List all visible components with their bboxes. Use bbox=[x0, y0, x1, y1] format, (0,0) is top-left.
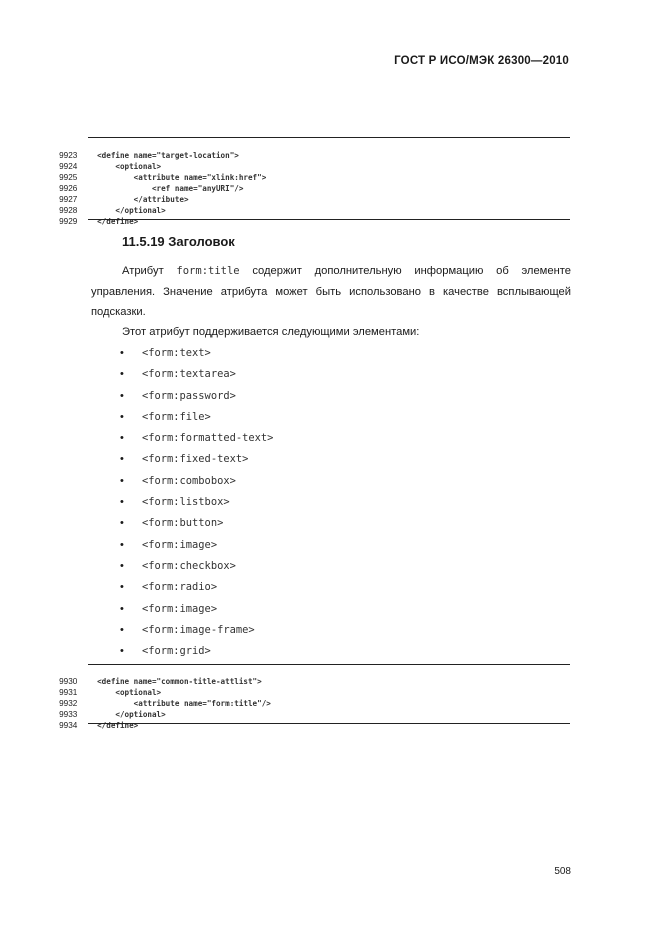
element-name: <form:file> bbox=[142, 410, 211, 423]
list-item bbox=[120, 599, 273, 620]
line-number: 9928 bbox=[59, 206, 78, 215]
supported-elements-list bbox=[120, 343, 273, 662]
paragraph-text: Атрибут bbox=[122, 265, 177, 277]
list-item bbox=[120, 513, 273, 534]
list-item bbox=[120, 577, 273, 598]
bullet: • bbox=[120, 410, 124, 423]
bullet: • bbox=[120, 559, 124, 572]
code-text: <attribute name="xlink:href"> bbox=[97, 173, 267, 182]
element-name: <form:password> bbox=[142, 389, 236, 402]
element-name: <form:textarea> bbox=[142, 368, 236, 381]
page-header-standard: ГОСТ Р ИСО/МЭК 26300—2010 bbox=[394, 55, 569, 67]
paragraph-text: Этот атрибут поддерживается следующими элементами: bbox=[122, 326, 420, 338]
code-line bbox=[50, 152, 162, 171]
element-name: <form:radio> bbox=[142, 581, 218, 594]
code-line bbox=[50, 141, 239, 160]
bullet: • bbox=[120, 496, 124, 509]
line-number: 9932 bbox=[59, 699, 78, 708]
bullet: • bbox=[120, 368, 124, 381]
code-line bbox=[50, 207, 139, 226]
code-line bbox=[50, 678, 162, 697]
section-title: 11.5.19 Заголовок bbox=[122, 234, 235, 249]
code-text: </optional> bbox=[97, 710, 166, 719]
bullet: • bbox=[120, 517, 124, 530]
list-item bbox=[120, 492, 273, 513]
code-line bbox=[50, 700, 166, 719]
line-number: 9923 bbox=[59, 151, 78, 160]
list-item bbox=[120, 449, 273, 470]
code-line bbox=[50, 163, 267, 182]
code-block-bottom-rule bbox=[88, 219, 570, 220]
element-name: <form:fixed-text> bbox=[142, 453, 249, 466]
list-item bbox=[120, 364, 273, 385]
code-text: <define name="common-title-attlist"> bbox=[97, 677, 262, 686]
element-name: <form:button> bbox=[142, 517, 224, 530]
list-item bbox=[120, 428, 273, 449]
bullet: • bbox=[120, 623, 124, 636]
element-name: <form:listbox> bbox=[142, 496, 230, 509]
code-line bbox=[50, 711, 139, 730]
code-block-top-rule bbox=[88, 664, 570, 665]
code-line bbox=[50, 185, 189, 204]
code-text: <optional> bbox=[97, 688, 162, 697]
bullet: • bbox=[120, 389, 124, 402]
list-item bbox=[120, 556, 273, 577]
element-name: <form:grid> bbox=[142, 645, 211, 658]
bullet: • bbox=[120, 432, 124, 445]
code-line bbox=[50, 667, 262, 686]
bullet: • bbox=[120, 602, 124, 615]
code-block-bottom-rule bbox=[88, 723, 570, 724]
list-item bbox=[120, 407, 273, 428]
code-line bbox=[50, 196, 166, 215]
bullet: • bbox=[120, 581, 124, 594]
line-number: 9934 bbox=[59, 721, 78, 730]
code-text: </attribute> bbox=[97, 195, 189, 204]
paragraph-description bbox=[91, 261, 571, 323]
paragraph-supported-elements bbox=[91, 322, 571, 343]
code-text: </define> bbox=[97, 217, 139, 226]
attribute-name: form:title bbox=[176, 265, 240, 277]
code-block-target-location bbox=[50, 132, 570, 226]
paragraph-text: содержит дополнительную информацию об элементе управления. Значение атрибута может быть использовано в качестве всплывающей подсказки. bbox=[91, 265, 571, 318]
bullet: • bbox=[120, 538, 124, 551]
code-line bbox=[50, 689, 271, 708]
code-block-common-title-attlist bbox=[50, 660, 570, 728]
element-name: <form:image> bbox=[142, 538, 218, 551]
list-item bbox=[120, 386, 273, 407]
line-number: 9930 bbox=[59, 677, 78, 686]
bullet: • bbox=[120, 474, 124, 487]
element-name: <form:formatted-text> bbox=[142, 432, 274, 445]
element-name: <form:text> bbox=[142, 347, 211, 359]
line-number: 9933 bbox=[59, 710, 78, 719]
code-text: <optional> bbox=[97, 162, 162, 171]
line-number: 9925 bbox=[59, 173, 78, 182]
element-name: <form:image-frame> bbox=[142, 623, 255, 636]
element-name: <form:checkbox> bbox=[142, 559, 236, 572]
line-number: 9931 bbox=[59, 688, 78, 697]
list-item bbox=[120, 471, 273, 492]
line-number: 9924 bbox=[59, 162, 78, 171]
element-name: <form:image> bbox=[142, 602, 218, 615]
list-item bbox=[120, 343, 273, 364]
code-text: </define> bbox=[97, 721, 139, 730]
code-block-top-rule bbox=[88, 137, 570, 138]
bullet: • bbox=[120, 347, 124, 359]
line-number: 9927 bbox=[59, 195, 78, 204]
bullet: • bbox=[120, 645, 124, 658]
page-number: 508 bbox=[554, 866, 571, 877]
line-number: 9929 bbox=[59, 217, 78, 226]
code-text: <define name="target-location"> bbox=[97, 151, 239, 160]
line-number: 9926 bbox=[59, 184, 78, 193]
list-item bbox=[120, 535, 273, 556]
list-item bbox=[120, 620, 273, 641]
code-line bbox=[50, 174, 244, 193]
code-text: </optional> bbox=[97, 206, 166, 215]
code-text: <attribute name="form:title"/> bbox=[97, 699, 271, 708]
code-text: <ref name="anyURI"/> bbox=[97, 184, 244, 193]
bullet: • bbox=[120, 453, 124, 466]
element-name: <form:combobox> bbox=[142, 474, 236, 487]
